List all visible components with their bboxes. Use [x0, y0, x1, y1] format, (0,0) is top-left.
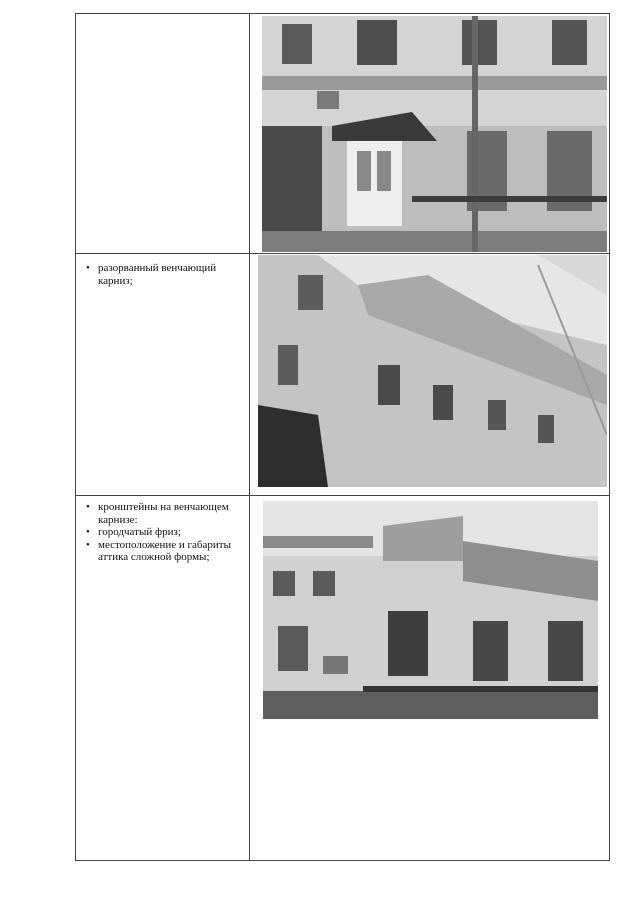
- attic-frieze-photo: [263, 501, 598, 719]
- features-table: [75, 13, 610, 861]
- row-divider-1: [76, 253, 609, 254]
- bullet-item: • кронштейны на венчающем карнизе:: [84, 501, 244, 526]
- cornice-photo: [258, 255, 607, 487]
- row-2-description: [84, 262, 244, 287]
- facade-entrance-photo: [262, 16, 607, 252]
- bullet-item: • городчатый фриз;: [84, 526, 244, 539]
- bullet-item: • разорванный венчающий карниз;: [84, 262, 244, 287]
- bullet-item: • местоположение и габариты аттика сложной формы;: [84, 539, 244, 564]
- row-3-description: [84, 501, 244, 564]
- column-divider: [249, 14, 250, 860]
- row-divider-2: [76, 495, 609, 496]
